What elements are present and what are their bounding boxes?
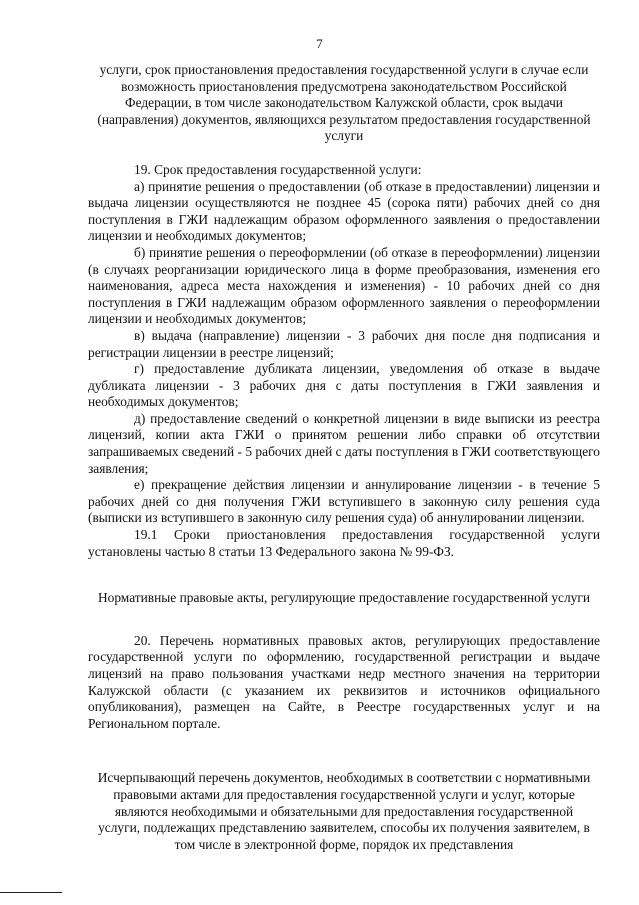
- document-body: [88, 62, 600, 853]
- paragraph-19-b: б) принятие решения о переоформлении (об отказе в переоформлении) лицензии (в случаях реорганизации юридического лица в форме преобразования, изменения его наименования, адреса места нахождения и изменения) - 10 рабочих дней со дня поступления в ГЖИ надлежащим образом оформленного заявления о переоформлении лицензии и необходимых документов;: [88, 244, 600, 327]
- footer-rule: [0, 892, 62, 893]
- section-heading-service-suspension: услуги, срок приостановления предоставления государственной услуги в случае если возможность приостановления предусмотрена законодательством Российской Федерации, в том числе законодательством Калужской области, срок выдачи (направления) документов, являющихся результатом предоставления государственной услуги: [97, 62, 591, 144]
- paragraph-19-e: е) прекращение действия лицензии и аннулирование лицензии - в течение 5 рабочих дней со дня получения ГЖИ вступившего в законную силу решения суда (выписки из вступившего в законную силу решения суда) об аннулировании лицензии.: [88, 477, 600, 526]
- section-heading-legal-acts: Нормативные правовые акты, регулирующие предоставление государственной услуги: [97, 590, 591, 606]
- section-heading-required-documents: Исчерпывающий перечень документов, необходимых в соответствии с нормативными правовыми актами для предоставления государственной услуги и услуг, которые являются необходимыми и обязательными для предоставления государственной услуги, подлежащих представлению заявителем, способы их получения заявителем, в том числе в электронной форме, порядок их представления: [97, 770, 591, 852]
- paragraph-19-v: в) выдача (направление) лицензии - 3 рабочих дня после дня подписания и регистрации лицензии в реестре лицензий;: [88, 327, 600, 360]
- paragraph-19-1: 19.1 Сроки приостановления предоставления государственной услуги установлены частью 8 статьи 13 Федерального закона № 99-ФЗ.: [88, 527, 600, 559]
- page-number: 7: [316, 36, 323, 51]
- paragraph-19-title: 19. Срок предоставления государственной услуги:: [134, 161, 422, 177]
- paragraph-20: 20. Перечень нормативных правовых актов, регулирующих предоставление государственной услуги по оформлению, государственной регистрации и выдаче лицензий на право пользования участками недр местного значения на территории Калужской области (с указанием их реквизитов и источников официального опубликования), размещен на Сайте, в Реестре государственных услуг и на Региональном портале.: [88, 632, 600, 731]
- paragraph-19-a: а) принятие решения о предоставлении (об отказе в предоставлении) лицензии и выдача лицензии осуществляются не позднее 45 (сорока пяти) рабочих дней со дня поступления в ГЖИ надлежащим образом оформленного заявления о предоставлении лицензии и необходимых документов;: [88, 178, 600, 244]
- paragraph-19-d: д) предоставление сведений о конкретной лицензии в виде выписки из реестра лицензий, копии акта ГЖИ о принятом решении либо справки об отсутствии запрашиваемых сведений - 5 рабочих дней с даты поступления в ГЖИ соответствующего заявления;: [88, 410, 600, 476]
- paragraph-19-g: г) предоставление дубликата лицензии, уведомления об отказе в выдаче дубликата лицензии - 3 рабочих дня с даты поступления в ГЖИ заявления и необходимых документов;: [88, 361, 600, 410]
